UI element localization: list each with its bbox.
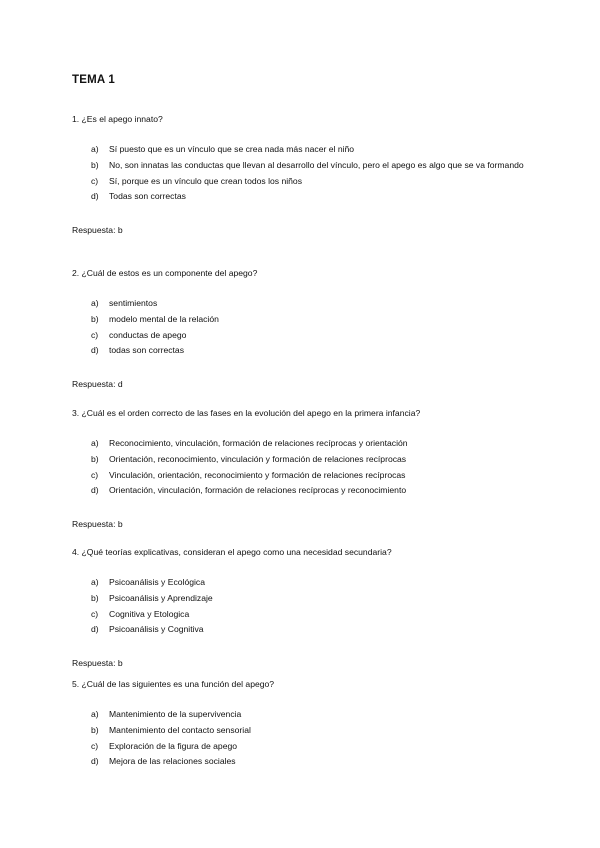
option-text: Cognitiva y Etologica: [109, 608, 190, 619]
option-item: [72, 754, 542, 770]
option-letter: d): [91, 345, 99, 356]
page-title: TEMA 1: [72, 74, 115, 86]
option-text: Psicoanálisis y Aprendizaje: [109, 592, 213, 603]
option-item: [72, 189, 542, 205]
option-text: modelo mental de la relación: [109, 313, 219, 324]
option-letter: c): [91, 329, 99, 340]
question-text: 3. ¿Cuál es el orden correcto de las fases en la evolución del apego en la primera infancia?: [72, 408, 421, 418]
option-item: [72, 723, 542, 739]
option-letter: d): [91, 624, 99, 635]
option-letter: c): [91, 469, 99, 480]
option-text: Mantenimiento de la supervivencia: [109, 709, 242, 719]
question-block: [72, 547, 542, 669]
question-text: 2. ¿Cuál de estos es un componente del apego?: [72, 268, 258, 278]
option-item: [72, 622, 542, 638]
option-text: Mejora de las relaciones sociales: [109, 756, 236, 767]
option-item: [72, 174, 542, 190]
option-letter: b): [91, 592, 99, 603]
answer-text: Respuesta: b: [72, 658, 123, 669]
answer-text: Respuesta: d: [72, 379, 123, 390]
option-text: Todas son correctas: [109, 191, 186, 202]
option-letter: c): [91, 608, 99, 619]
option-item: [72, 142, 542, 158]
options-list: [72, 142, 542, 205]
option-letter: b): [91, 453, 99, 464]
option-item: [72, 436, 542, 452]
option-letter: d): [91, 756, 99, 767]
option-item: [72, 591, 542, 607]
question-block: [72, 408, 542, 530]
option-item: [72, 607, 542, 623]
option-item: [72, 296, 542, 312]
option-letter: b): [91, 313, 99, 324]
option-letter: a): [91, 298, 99, 308]
options-list: [72, 575, 542, 638]
question-text: 5. ¿Cuál de las siguientes es una función del apego?: [72, 679, 275, 689]
option-text: conductas de apego: [109, 329, 187, 340]
option-text: Reconocimiento, vinculación, formación de relaciones recíprocas y orientación: [109, 438, 408, 448]
option-text: Orientación, reconocimiento, vinculación y formación de relaciones recíprocas: [109, 453, 407, 464]
option-letter: d): [91, 485, 99, 496]
option-letter: a): [91, 577, 99, 587]
option-item: [72, 312, 542, 328]
option-letter: a): [91, 438, 99, 448]
option-item: [72, 158, 542, 174]
option-text: Sí puesto que es un vínculo que se crea nada más nacer el niño: [109, 144, 355, 154]
option-text: No, son innatas las conductas que llevan al desarrollo del vínculo, pero el apego es algo que se va formando: [109, 159, 524, 170]
option-item: [72, 483, 542, 499]
option-item: [72, 328, 542, 344]
option-letter: a): [91, 144, 99, 154]
question-text: 1. ¿Es el apego innato?: [72, 114, 163, 124]
option-text: Sí, porque es un vínculo que crean todos los niños: [109, 175, 303, 186]
option-text: Psicoanálisis y Cognitiva: [109, 624, 204, 635]
option-text: Mantenimiento del contacto sensorial: [109, 724, 251, 735]
option-item: [72, 468, 542, 484]
question-block: [72, 679, 542, 770]
option-letter: b): [91, 159, 99, 170]
option-letter: c): [91, 740, 99, 751]
option-item: [72, 739, 542, 755]
options-list: [72, 436, 542, 499]
option-item: [72, 575, 542, 591]
option-item: [72, 452, 542, 468]
option-item: [72, 707, 542, 723]
question-block: [72, 114, 542, 236]
option-text: Orientación, vinculación, formación de relaciones recíprocas y reconocimiento: [109, 485, 407, 496]
option-letter: b): [91, 724, 99, 735]
option-text: Psicoanálisis y Ecológica: [109, 577, 206, 587]
question-text: 4. ¿Qué teorías explicativas, consideran el apego como una necesidad secundaria?: [72, 547, 392, 557]
option-text: todas son correctas: [109, 345, 184, 356]
option-letter: c): [91, 175, 99, 186]
options-list: [72, 707, 542, 770]
option-text: sentimientos: [109, 298, 158, 308]
answer-text: Respuesta: b: [72, 225, 123, 236]
option-text: Exploración de la figura de apego: [109, 740, 238, 751]
options-list: [72, 296, 542, 359]
answer-text: Respuesta: b: [72, 519, 123, 530]
question-block: [72, 268, 542, 390]
option-text: Vinculación, orientación, reconocimiento y formación de relaciones recíprocas: [109, 469, 406, 480]
option-letter: a): [91, 709, 99, 719]
option-letter: d): [91, 191, 99, 202]
option-item: [72, 343, 542, 359]
